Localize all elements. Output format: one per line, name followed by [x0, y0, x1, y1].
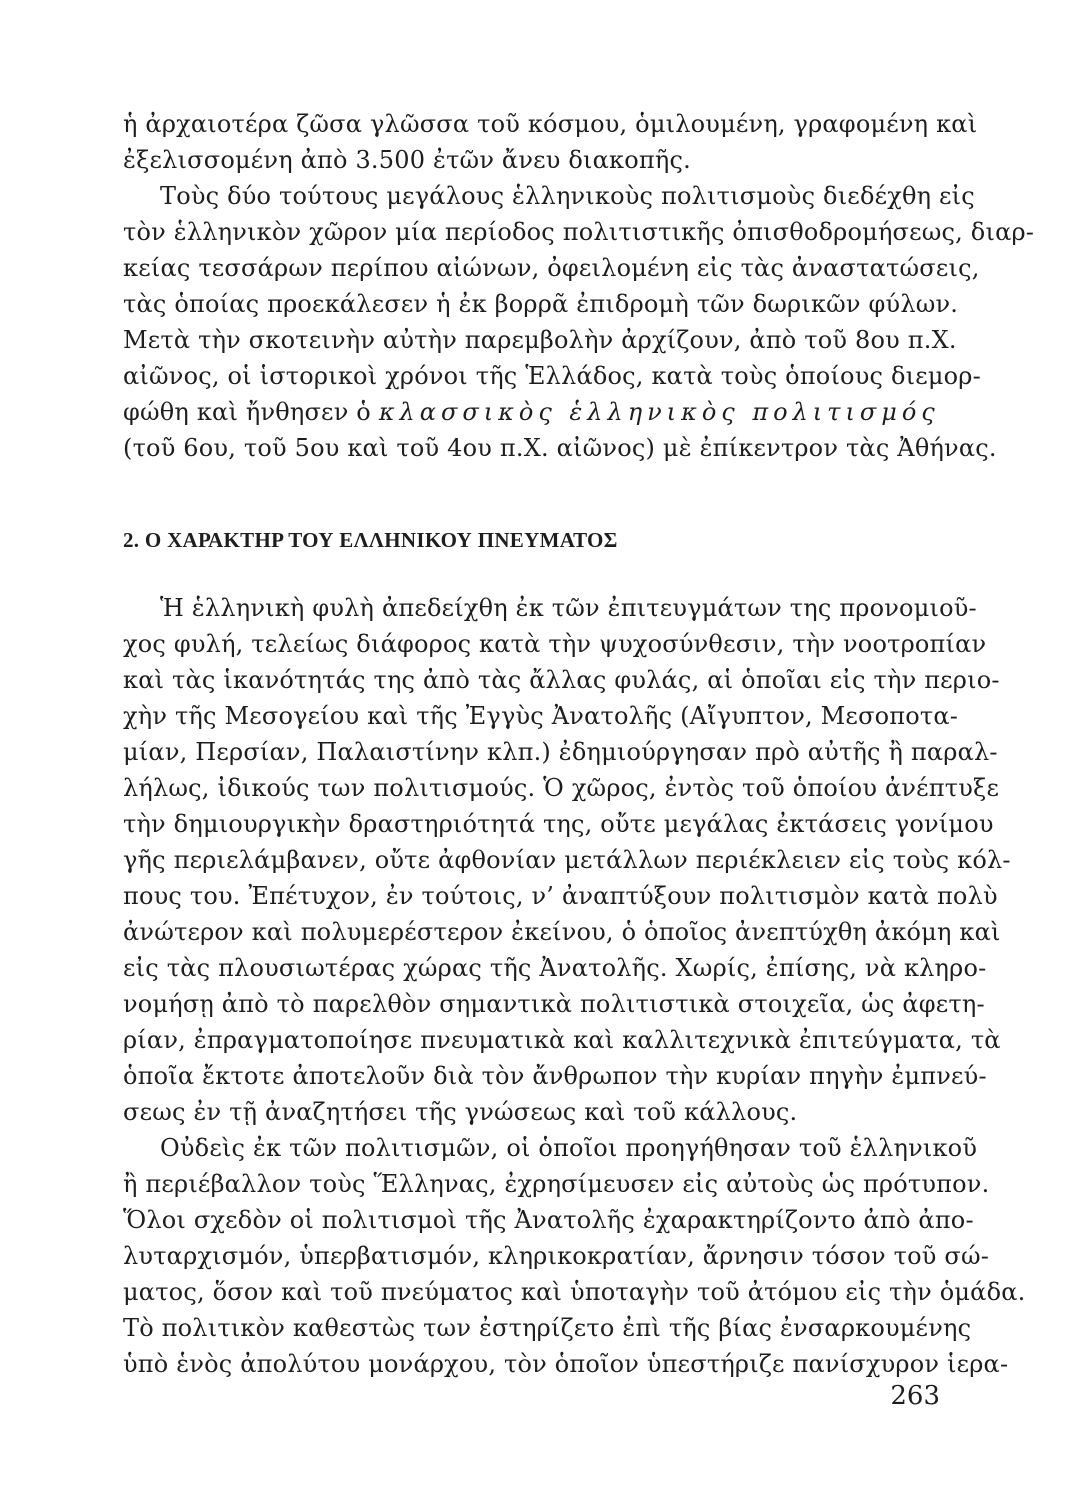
- text-line: σεως ἐν τῇ ἀναζητήσει τῆς γνώσεως καὶ τοῦ κάλλους.: [123, 1098, 798, 1126]
- text-line: Ὅλοι σχεδὸν οἱ πολιτισμοὶ τῆς Ἀνατολῆς ἐχαρακτηρίζοντο ἀπὸ ἀπο-: [123, 1206, 974, 1234]
- text-line: καὶ τὰς ἱκανότητάς της ἀπὸ τὰς ἄλλας φυλάς, αἱ ὁποῖαι εἰς τὴν περιο-: [123, 666, 1000, 694]
- text-line: ὑπὸ ἑνὸς ἀπολύτου μονάρχου, τὸν ὁποῖον ὑπεστήριζε πανίσχυρον ἱερα-: [123, 1350, 1009, 1378]
- spaced-emphasis: κλασσικὸς ἑλληνικὸς πολιτισμός: [378, 398, 940, 426]
- text-line: Μετὰ τὴν σκοτεινὴν αὐτὴν παρεμβολὴν ἀρχίζουν, ἀπὸ τοῦ 8ου π.Χ.: [123, 326, 957, 354]
- text-line: κείας τεσσάρων περίπου αἰώνων, ὀφειλομένη εἰς τὰς ἀναστατώσεις,: [123, 254, 980, 282]
- page-number: 263: [890, 1381, 940, 1411]
- text-line: [123, 394, 940, 430]
- text-line: νομήσῃ ἀπὸ τὸ παρελθὸν σημαντικὰ πολιτιστικὰ στοιχεῖα, ὡς ἀφετη-: [123, 990, 985, 1018]
- text-line: Ἡ ἑλληνικὴ φυλὴ ἀπεδείχθη ἐκ τῶν ἐπιτευγμάτων της προνομιοῦ-: [160, 594, 977, 622]
- text-line: τὰς ὁποίας προεκάλεσεν ἡ ἐκ βορρᾶ ἐπιδρομὴ τῶν δωρικῶν φύλων.: [123, 290, 959, 318]
- text-span: φώθη καὶ ἤνθησεν ὁ: [123, 398, 371, 426]
- text-line: ἀνώτερον καὶ πολυμερέστερον ἐκείνου, ὁ ὁποῖος ἀνεπτύχθη ἀκόμη καὶ: [123, 918, 1001, 946]
- text-line: ἢ περιέβαλλον τοὺς Ἕλληνας, ἐχρησίμευσεν εἰς αὐτοὺς ὡς πρότυπον.: [123, 1170, 990, 1198]
- text-line: τὴν δημιουργικὴν δραστηριότητά της, οὔτε μεγάλας ἐκτάσεις γονίμου: [123, 810, 994, 838]
- text-line: εἰς τὰς πλουσιωτέρας χώρας τῆς Ἀνατολῆς. Χωρίς, ἐπίσης, νὰ κληρο-: [123, 954, 987, 982]
- text-line: αἰῶνος, οἱ ἱστορικοὶ χρόνοι τῆς Ἑλλάδος, κατὰ τοὺς ὁποίους διεμορ-: [123, 362, 981, 390]
- text-line: (τοῦ 6ου, τοῦ 5ου καὶ τοῦ 4ου π.Χ. αἰῶνος) μὲ ἐπίκεντρον τὰς Ἀθήνας.: [123, 434, 997, 462]
- text-line: χος φυλή, τελείως διάφορος κατὰ τὴν ψυχοσύνθεσιν, τὴν νοοτροπίαν: [123, 630, 987, 658]
- text-line: πους του. Ἐπέτυχον, ἐν τούτοις, ν’ ἀναπτύξουν πολιτισμὸν κατὰ πολὺ: [123, 882, 998, 910]
- text-line: ρίαν, ἐπραγματοποίησε πνευματικὰ καὶ καλλιτεχνικὰ ἐπιτεύγματα, τὰ: [123, 1026, 1001, 1054]
- text-line: λυταρχισμόν, ὑπερβατισμόν, κληρικοκρατίαν, ἄρνησιν τόσον τοῦ σώ-: [123, 1242, 990, 1270]
- text-line: ματος, ὅσον καὶ τοῦ πνεύματος καὶ ὑποταγὴν τοῦ ἀτόμου εἰς τὴν ὁμάδα.: [123, 1278, 1026, 1306]
- text-line: ἡ ἀρχαιοτέρα ζῶσα γλῶσσα τοῦ κόσμου, ὁμιλουμένη, γραφομένη καὶ: [123, 110, 978, 138]
- text-line: Τοὺς δύο τούτους μεγάλους ἑλληνικοὺς πολιτισμοὺς διεδέχθη εἰς: [160, 182, 975, 210]
- text-line: Τὸ πολιτικὸν καθεστὼς των ἐστηρίζετο ἐπὶ τῆς βίας ἐνσαρκουμένης: [123, 1314, 972, 1342]
- section-heading: 2. Ο ΧΑΡΑΚΤΗΡ ΤΟΥ ΕΛΛΗΝΙΚΟΥ ΠΝΕΥΜΑΤΟΣ: [123, 528, 618, 552]
- text-line: λήλως, ἰδικούς των πολιτισμούς. Ὁ χῶρος, ἐντὸς τοῦ ὁποίου ἀνέπτυξε: [123, 774, 1000, 802]
- text-line: ὁποῖα ἔκτοτε ἀποτελοῦν διὰ τὸν ἄνθρωπον τὴν κυρίαν πηγὴν ἐμπνεύ-: [123, 1062, 987, 1090]
- text-line: ἐξελισσομένη ἀπὸ 3.500 ἐτῶν ἄνευ διακοπῆς.: [123, 146, 691, 174]
- text-line: μίαν, Περσίαν, Παλαιστίνην κλπ.) ἐδημιούργησαν πρὸ αὐτῆς ἢ παραλ-: [123, 738, 998, 766]
- text-line: Οὐδεὶς ἐκ τῶν πολιτισμῶν, οἱ ὁποῖοι προηγήθησαν τοῦ ἑλληνικοῦ: [160, 1134, 978, 1162]
- text-line: γῆς περιελάμβανεν, οὔτε ἀφθονίαν μετάλλων περιέκλειεν εἰς τοὺς κόλ-: [123, 846, 1011, 874]
- text-line: τὸν ἑλληνικὸν χῶρον μία περίοδος πολιτιστικῆς ὀπισθοδρομήσεως, διαρ-: [123, 218, 1035, 246]
- text-line: χὴν τῆς Μεσογείου καὶ τῆς Ἐγγὺς Ἀνατολῆς (Αἴγυπτον, Μεσοποτα-: [123, 702, 959, 730]
